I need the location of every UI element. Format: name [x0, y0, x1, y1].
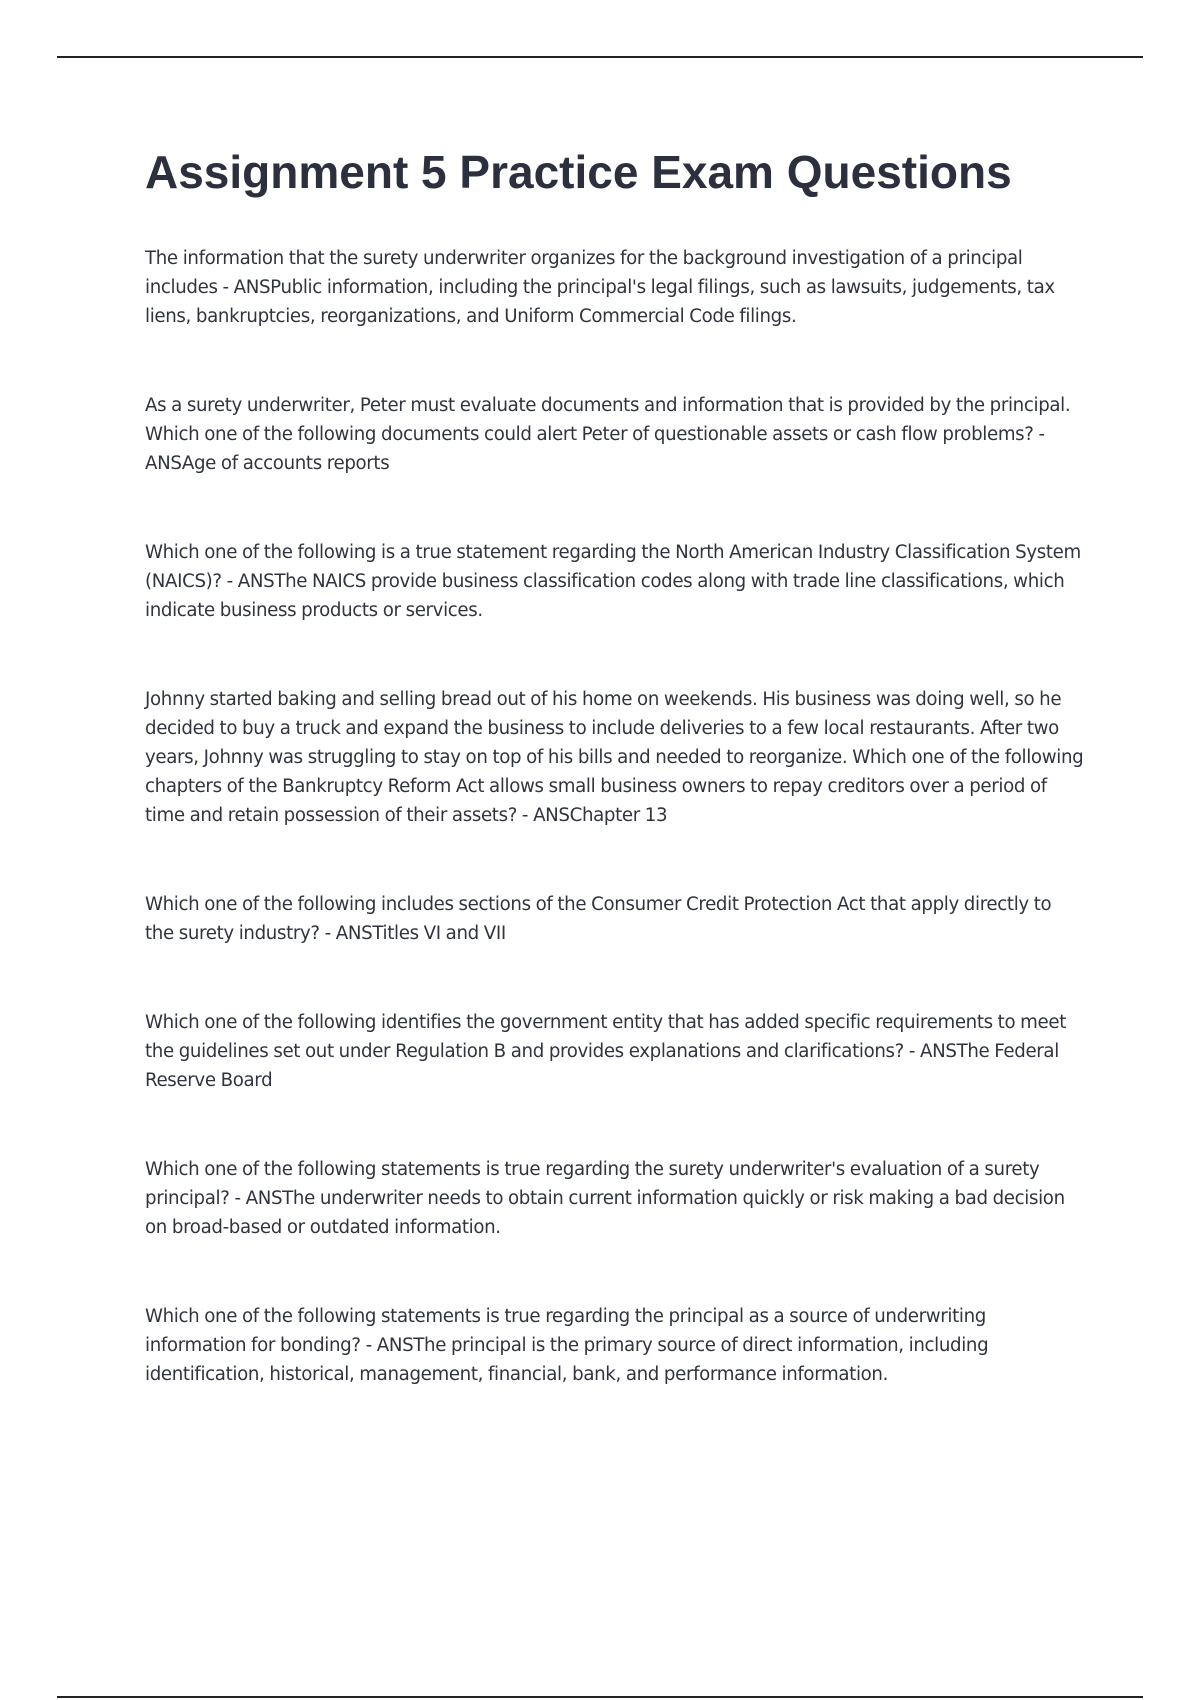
top-divider: [57, 56, 1143, 58]
question-item-6: Which one of the following identifies the government entity that has added specific requirements to meet the guidelines set out under Regulation B and provides explanations and clarifications? - ANSThe Federal Reserve Board: [145, 1012, 1066, 1091]
question-item-2: As a surety underwriter, Peter must evaluate documents and information that is provided by the principal. Which one of the following documents could alert Peter of questionable assets or cash flow problems? - ANSAge of accounts reports: [145, 395, 1071, 474]
page-title: Assignment 5 Practice Exam Questions: [145, 146, 1012, 198]
question-item-7: Which one of the following statements is true regarding the surety underwriter's evaluation of a surety principal? - ANSThe underwriter needs to obtain current information quickly or risk making a bad decision on broad-based or outdated information.: [145, 1159, 1065, 1238]
question-item-1: The information that the surety underwriter organizes for the background investigation of a principal includes - ANSPublic information, including the principal's legal filings, such as lawsuits, judgements, tax liens, bankruptcies, reorganizations, and Uniform Commercial Code filings.: [145, 248, 1055, 327]
question-item-5: Which one of the following includes sections of the Consumer Credit Protection Act that apply directly to the surety industry? - ANSTitles VI and VII: [145, 894, 1052, 944]
question-item-4: Johnny started baking and selling bread out of his home on weekends. His business was doing well, so he decided to buy a truck and expand the business to include deliveries to a few local restaurants. After two years, Johnny was struggling to stay on top of his bills and needed to reorganize. Which one of the following chapters of the Bankruptcy Reform Act allows small business owners to repay creditors over a period of time and retain possession of their assets? - ANSChapter 13: [145, 689, 1084, 826]
question-item-8: Which one of the following statements is true regarding the principal as a source of underwriting information for bonding? - ANSThe principal is the primary source of direct information, including identification, historical, management, financial, bank, and performance information.: [145, 1306, 989, 1385]
question-item-3: Which one of the following is a true statement regarding the North American Industry Classification System (NAICS)? - ANSThe NAICS provide business classification codes along with trade line classifications, which indicate business products or services.: [145, 542, 1081, 621]
question-list: [145, 244, 1085, 1449]
bottom-divider: [57, 1696, 1143, 1698]
